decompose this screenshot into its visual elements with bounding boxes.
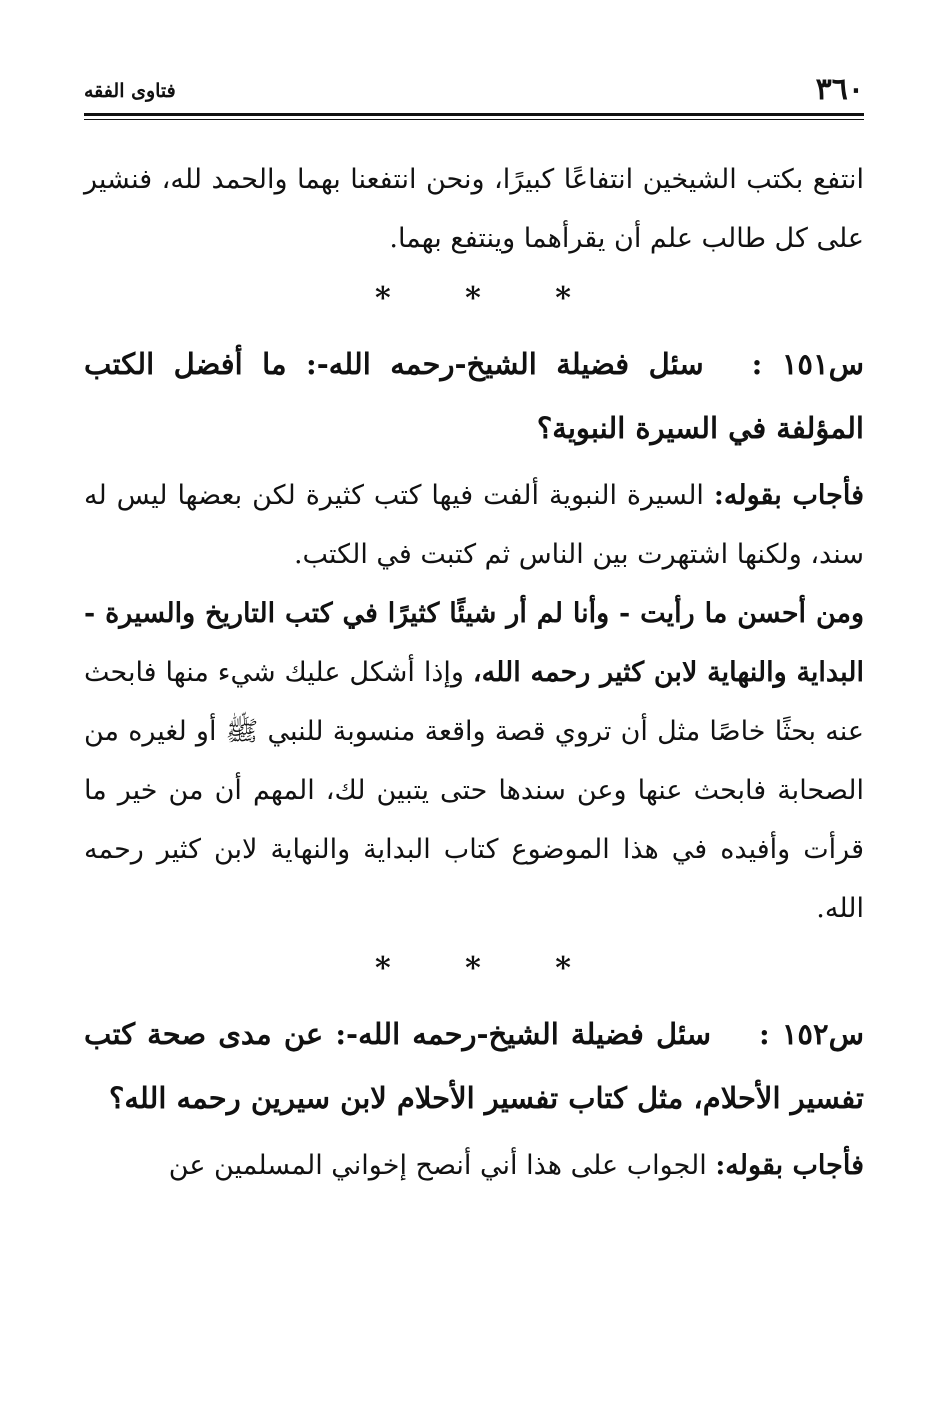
section-separator-2 xyxy=(84,942,864,996)
page-header xyxy=(84,70,864,110)
header-rule-thick xyxy=(84,113,864,116)
answer-152-part-1 xyxy=(84,1136,864,1195)
header-rule-thin xyxy=(84,119,864,120)
question-text: سئل فضيلة الشيخ-رحمه الله-: ما أفضل الكتب المؤلفة في السيرة النبوية؟ xyxy=(84,347,864,445)
answer-label: فأجاب بقوله: xyxy=(713,480,864,511)
separator-star: * xyxy=(555,951,573,986)
separator-star: * xyxy=(555,281,573,316)
question-text: سئل فضيلة الشيخ-رحمه الله-: عن مدى صحة كتب تفسير الأحلام، مثل كتاب تفسير الأحلام لابن سيرين رحمه الله؟ xyxy=(84,1017,864,1115)
separator-star: * xyxy=(465,281,483,316)
question-number: س١٥٢ : xyxy=(759,1017,864,1051)
running-title: فتاوى الفقه xyxy=(84,80,176,102)
answer-label: فأجاب بقوله: xyxy=(715,1150,864,1181)
answer-text: الجواب على هذا أني أنصح إخواني المسلمين عن xyxy=(168,1150,707,1181)
question-number: س١٥١ : xyxy=(751,347,864,381)
section-separator-1 xyxy=(84,272,864,326)
question-151 xyxy=(84,332,864,460)
question-152 xyxy=(84,1002,864,1130)
answer-emphasis: ومن أحسن ما رأيت - وأنا لم أر شيئًا كثيرًا في كتب التاريخ والسيرة - البداية والنهاية لابن كثير رحمه الله، xyxy=(84,598,864,688)
intro-paragraph: انتفع بكتب الشيخين انتفاعًا كبيرًا، ونحن انتفعنا بهما والحمد لله، فنشير على كل طالب علم أن يقرأهما وينتفع بهما. xyxy=(84,164,864,254)
page-number: ٣٦٠ xyxy=(815,72,864,107)
answer-text: وإذا أشكل عليك شيء منها فابحث عنه بحثًا خاصًا مثل أن تروي قصة واقعة منسوبة للنبي ﷺ أو لغيره من الصحابة فابحث عنها وعن سندها حتى يتبين لك، المهم أن من خير ما قرأت وأفيده في هذا الموضوع كتاب البداية والنهاية لابن كثير رحمه الله. xyxy=(84,657,864,924)
page-body xyxy=(84,150,864,1195)
answer-text: السيرة النبوية ألفت فيها كتب كثيرة لكن بعضها ليس له سند، ولكنها اشتهرت بين الناس ثم كتبت في الكتب. xyxy=(84,480,864,570)
answer-151-part-1 xyxy=(84,466,864,584)
separator-star: * xyxy=(374,281,393,316)
separator-star: * xyxy=(374,951,393,986)
answer-151-part-2 xyxy=(84,584,864,938)
separator-star: * xyxy=(465,951,483,986)
